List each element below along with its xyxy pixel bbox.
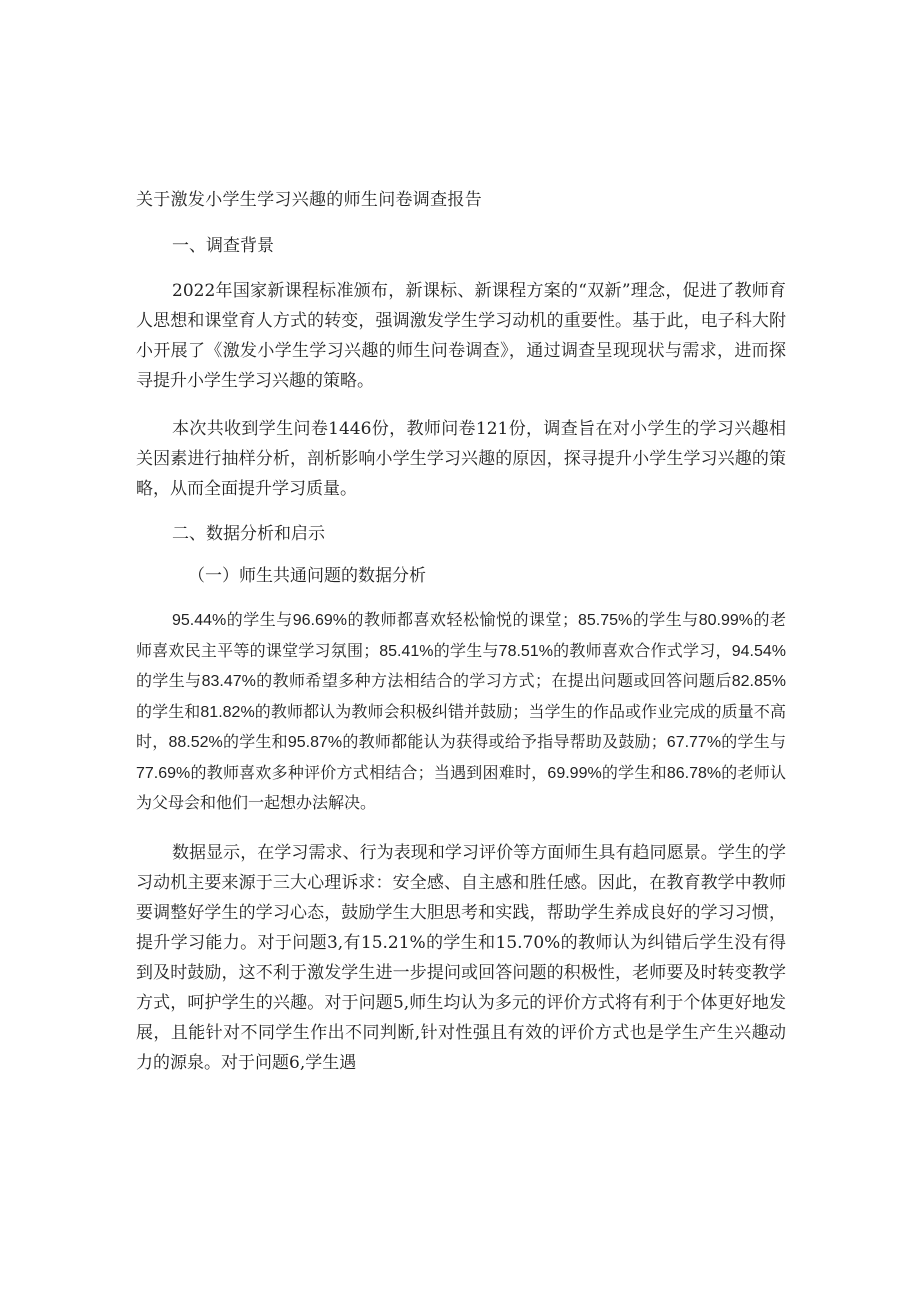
document-title: 关于激发小学生学习兴趣的师生问卷调查报告	[136, 190, 482, 210]
paragraph-background-1: 2022年国家新课程标准颁布，新课标、新课程方案的“双新”理念，促进了教师育人思想和课堂育人方式的转变，强调激发学生学习动机的重要性。基于此，电子科大附小开展了《激发小学生学习兴趣的师生问卷调查》，通过调查呈现现状与需求，进而探寻提升小学生学习兴趣的策略。	[136, 281, 786, 391]
subsection-heading-common-issues: （一）师生共通问题的数据分析	[188, 566, 426, 586]
document-page	[136, 188, 786, 1096]
paragraph-statistics: 95.44%的学生与96.69%的教师都喜欢轻松愉悦的课堂；85.75%的学生与80.99%的老师喜欢民主平等的课堂学习氛围；85.41%的学生与78.51%的教师喜欢合作式学习，94.54%的学生与83.47%的教师希望多种方法相结合的学习方式；在提出问题或回答问题后82.85%的学生和81.82%的教师都认为教师会积极纠错并鼓励；当学生的作品或作业完成的质量不高时，88.52%的学生和95.87%的教师都能认为获得或给予指导帮助及鼓励；67.77%的学生与77.69%的教师喜欢多种评价方式相结合；当遇到困难时，69.99%的学生和86.78%的老师认为父母会和他们一起想办法解决。	[136, 612, 786, 812]
section-heading-background: 一、调查背景	[172, 236, 274, 256]
section-heading-analysis: 二、数据分析和启示	[172, 524, 325, 544]
paragraph-findings: 数据显示，在学习需求、行为表现和学习评价等方面师生具有趋同愿景。学生的学习动机主要来源于三大心理诉求：安全感、自主感和胜任感。因此，在教育教学中教师要调整好学生的学习心态，鼓励学生大胆思考和实践，帮助学生养成良好的学习习惯，提升学习能力。对于问题3,有15.21%的学生和15.70%的教师认为纠错后学生没有得到及时鼓励，这不利于激发学生进一步提问或回答问题的积极性，老师要及时转变教学方式，呵护学生的兴趣。对于问题5,师生均认为多元的评价方式将有利于个体更好地发展，且能针对不同学生作出不同判断,针对性强且有效的评价方式也是学生产生兴趣动力的源泉。对于问题6,学生遇	[136, 842, 786, 1073]
paragraph-background-2: 本次共收到学生问卷1446份，教师问卷121份，调查旨在对小学生的学习兴趣相关因素进行抽样分析，剖析影响小学生学习兴趣的原因，探寻提升小学生学习兴趣的策略，从而全面提升学习质量。	[136, 419, 786, 499]
